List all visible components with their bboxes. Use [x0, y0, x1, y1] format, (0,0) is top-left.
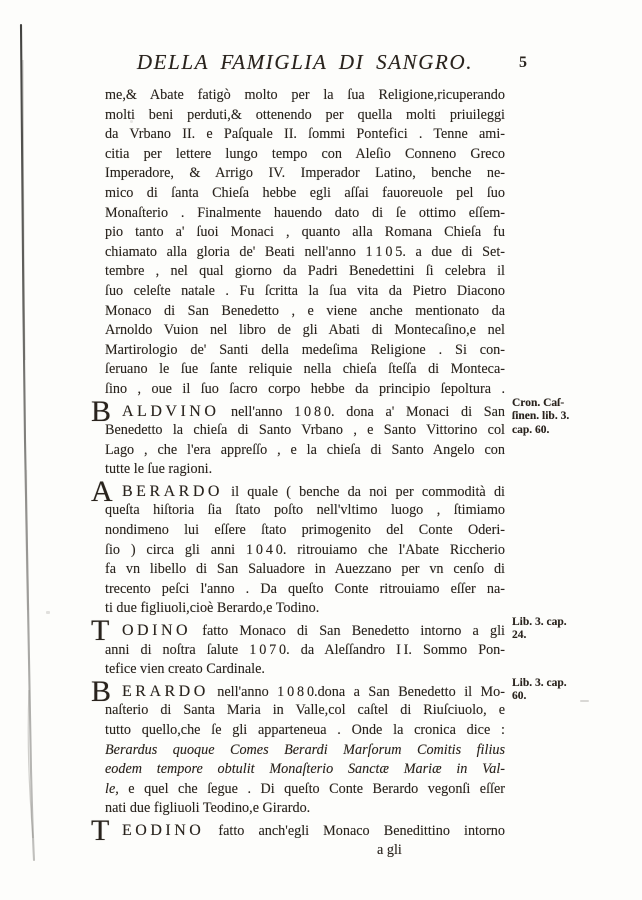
text-line [105, 125, 505, 145]
text-line [105, 302, 505, 322]
body-text: tutte le ſue ragioni. [105, 461, 213, 478]
body-text: Monaco di San Benedetto , e viene anche mentionato da [105, 302, 505, 319]
body-text: da Vrbano II. e Paſquale II. ſommi Pontefici . Tenne ami- [105, 126, 505, 143]
body-text: nondimeno lui eſſere ſtato primogenito del Conte Oderi- [105, 522, 505, 539]
text-line [105, 380, 505, 400]
latin-quote-text: le, [105, 780, 119, 797]
body-text: mico di ſanta Chieſa hebbe egli aſſai fauoreuole pel ſuo [105, 184, 505, 201]
text-line [105, 599, 505, 619]
text-line [105, 243, 505, 263]
text-line [105, 360, 505, 380]
page-gutter-edge [0, 0, 80, 900]
paper-blemish [580, 700, 589, 702]
name-capitals: ODINO [122, 622, 192, 640]
text-line [105, 402, 505, 422]
running-header [105, 50, 505, 75]
paragraph [91, 474, 505, 619]
body-text: pio tanto a' ſuoi Monaci , quanto alla Romana Chieſa fu [105, 224, 505, 241]
body-text: ſino , oue il ſuo ſacro corpo hebbe da principio ſepoltura . [105, 380, 505, 397]
text-line [105, 145, 505, 165]
body-text: ti due figliuoli,cioè Berardo,e Todino. [105, 600, 320, 617]
body-text: tefice vien creato Cardinale. [105, 661, 265, 678]
margin-note-citation [512, 397, 607, 437]
drop-cap-initial: A [91, 474, 113, 508]
text-line [105, 741, 505, 761]
text-line [105, 660, 505, 680]
text-line [105, 560, 505, 580]
body-text: naſterio di Santa Maria in Valle,col caſtel di Riuſciuolo, e [105, 702, 505, 719]
margin-note-line: Lib. 3. cap. [512, 677, 567, 689]
margin-note-citation [512, 616, 607, 643]
paragraph [91, 394, 505, 480]
body-text: fa vn libello di San Saluadore in Auezzano per vn cenſo di [105, 561, 505, 578]
name-capitals: BERARDO [122, 482, 223, 500]
text-line [105, 641, 505, 661]
drop-cap-initial: T [91, 614, 110, 648]
margin-note-citation [512, 677, 607, 704]
text-line [105, 262, 505, 282]
body-text: chiamato alla gloria de' Beati nell'anno 1 1 0 5. a due di Set- [105, 243, 505, 260]
latin-quote-text: eodem tempore obtulit Monaſterio Sanctæ Mariæ in Val- [105, 761, 505, 778]
body-text: fatto anch'egli Monaco Benedittino intorno [204, 822, 505, 839]
text-line [105, 521, 505, 541]
margin-note-line: 24. [512, 629, 527, 642]
body-text: Imperadore, & Arrigo IV. Imperador Latino, benche ne- [105, 165, 505, 182]
body-text: Monaſterio . Finalmente hauendo dato di ſe ottimo eſſem- [105, 204, 505, 221]
body-text: nati due figliuoli Teodino,e Girardo. [105, 800, 311, 817]
text-line [105, 223, 505, 243]
body-text: Arnoldo Vuion nel libro de gli Abati di Montecaſino,e nel [105, 322, 505, 339]
text-line [105, 282, 505, 302]
body-text: Lago , che l'era appreſſo , e la chieſa di Santo Angelo con [105, 441, 505, 458]
text-line [105, 580, 505, 600]
body-text: e quel che ſegue . Di queſto Conte Berardo vegonſi eſſer [118, 780, 505, 797]
text-line [105, 421, 505, 441]
body-text: il quale ( benche da noi per commodità di [222, 483, 505, 500]
text-line [105, 86, 505, 106]
drop-cap-initial: B [91, 674, 112, 708]
name-capitals: ERARDO [122, 682, 209, 700]
text-line [105, 321, 505, 341]
drop-cap-initial: T [91, 813, 110, 847]
text-line [105, 701, 505, 721]
paragraph [105, 86, 505, 400]
text-line [105, 184, 505, 204]
paper-blemish [130, 120, 133, 123]
body-text: Martirologio de' Santi della medeſima Religione . Si con- [105, 341, 505, 358]
drop-cap-initial: B [91, 394, 112, 428]
page-header-title: DELLA FAMIGLIA DI SANGRO. [136, 50, 474, 74]
text-line [105, 682, 505, 702]
text-line [105, 760, 505, 780]
text-line [105, 341, 505, 361]
text-line [105, 799, 505, 819]
margin-note-line: 60. [512, 690, 527, 703]
paper-blemish [46, 611, 50, 614]
paragraph [91, 813, 505, 847]
text-line [105, 460, 505, 480]
body-text: anni di noſtra ſalute 1 0 7 0. da Aleſſandro I I. Sommo Pon- [105, 641, 505, 658]
text-line [105, 780, 505, 800]
text-line [105, 501, 505, 521]
body-text: tutto quello,che ſe gli apparteneua . Onde la cronica dice : [105, 722, 505, 738]
body-text: nell'anno 1 0 8 0.dona a San Benedetto il Mo- [208, 683, 505, 700]
latin-quote-text: Berardus quoque Comes Berardi Marſorum Comitis filius [105, 741, 505, 758]
body-text: citia per lettere lungo tempo con Aleſio Conneno Greco [105, 145, 505, 162]
body-text: fatto Monaco di San Benedetto intorno a gli [191, 623, 505, 640]
paragraph [91, 614, 505, 680]
catchword: a gli [377, 841, 402, 858]
text-block [91, 86, 505, 860]
body-text: molti beni perduti,& ottenendo per quella molti priuileggi [105, 106, 505, 123]
body-text: Benedetto la chieſa di Santo Vrbano , e Santo Vittorino col [105, 422, 505, 439]
name-capitals: EODINO [122, 821, 205, 839]
text-line [105, 164, 505, 184]
margin-note-line: cap. 60. [512, 423, 550, 436]
text-line [105, 106, 505, 126]
body-text: ſeruano le ſue ſante reliquie nella chieſa ſteſſa di Monteca- [105, 361, 505, 378]
text-line [105, 541, 505, 561]
text-line [105, 482, 505, 502]
name-capitals: ALDVINO [122, 402, 220, 420]
body-text: me,& Abate fatigò molto per la ſua Religione,ricuperando [105, 87, 505, 103]
body-text: tembre , nel qual giorno da Padri Benedettini ſi celebra il [105, 263, 505, 280]
margin-note-line: Cron. Caſ- [512, 397, 565, 409]
page-number: 5 [519, 54, 527, 71]
text-line [105, 721, 505, 741]
body-text: trecento peſci l'anno . Da queſto Conte ritrouiamo eſſer na- [105, 580, 505, 597]
body-text: ſio ) circa gli anni 1 0 4 0. ritrouiamo che l'Abate Riccherio [105, 541, 505, 558]
text-line [105, 441, 505, 461]
margin-note-line: ſinen. lib. 3. [512, 410, 570, 423]
margin-note-line: Lib. 3. cap. [512, 616, 567, 628]
body-text: queſta hiſtoria ſia ſtato poſto nell'vltimo luogo , ſtimiamo [105, 502, 505, 519]
text-line [105, 204, 505, 224]
text-line [105, 821, 505, 841]
paragraph [91, 674, 505, 819]
body-text: ſuo celeſte natale . Fu ſcritta la ſua vita da Pietro Diacono [105, 282, 505, 299]
body-text: nell'anno 1 0 8 0. dona a' Monaci di San [219, 403, 505, 420]
text-line [105, 621, 505, 641]
